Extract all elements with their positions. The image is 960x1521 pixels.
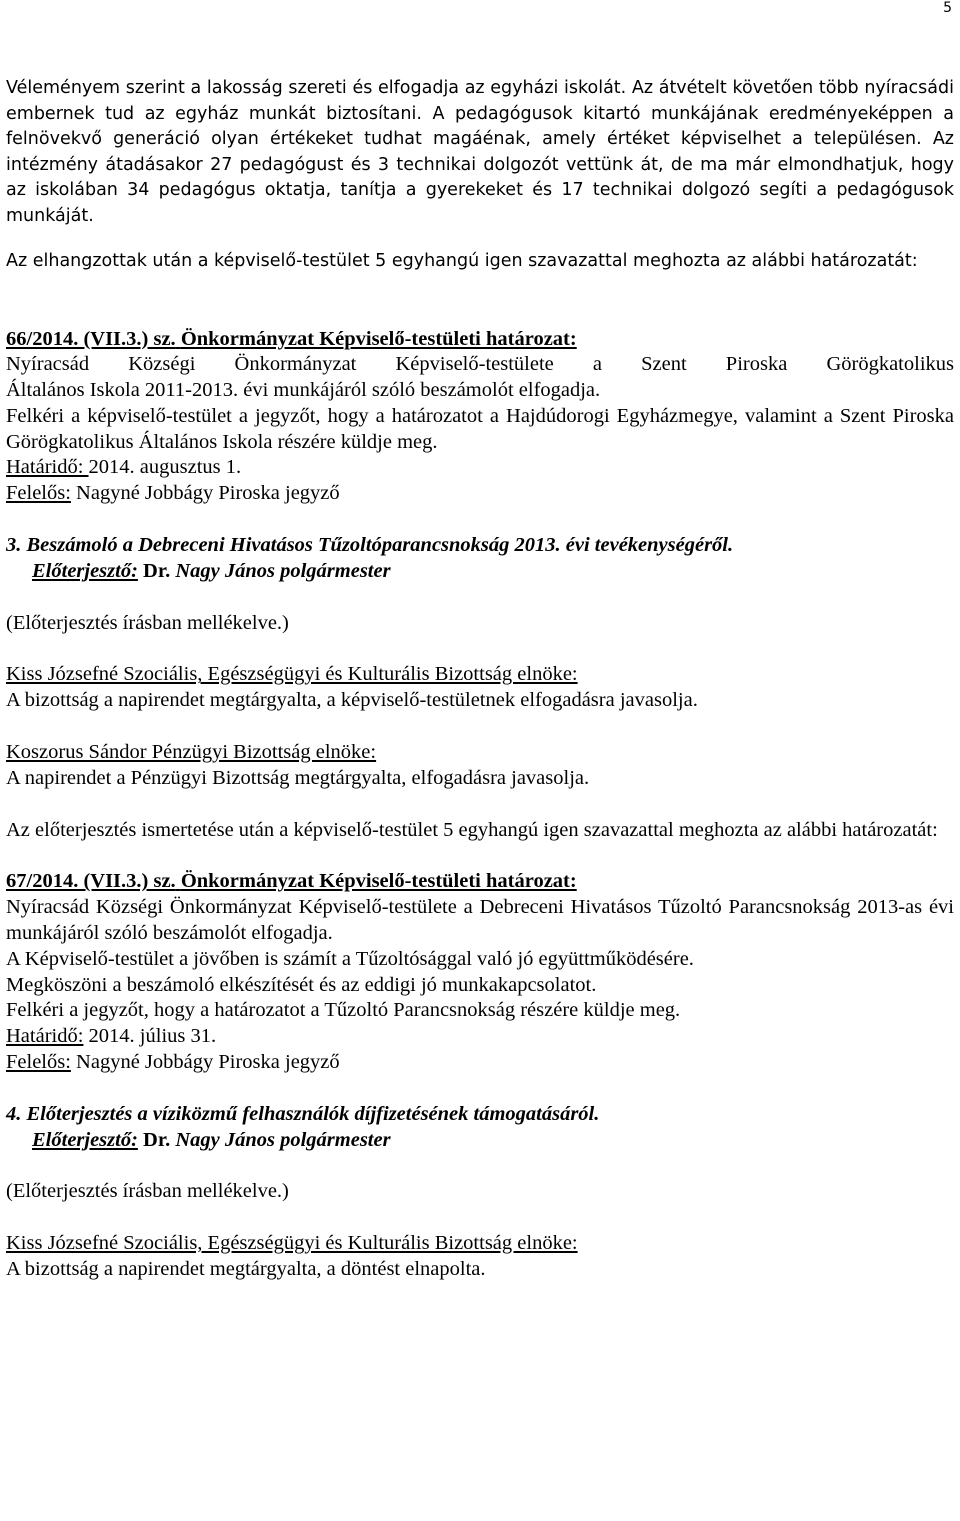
page-number: 5 [943,0,952,16]
resolution-66-line3: Felkéri a képviselő-testület a jegyzőt, hogy a határozatot a Hajdúdorogi Egyházmegye, valamint a Szent Piroska Görögkatolikus Általános Iskola részére küldje meg. [6,404,954,453]
item-4-presenter [6,1128,954,1154]
resolution-66-number: 66/2014. (VII.3.) sz. [6,327,176,350]
agenda-item-4 [6,1102,954,1283]
resolution-66-responsible [6,481,954,507]
item-3-attachment: (Előterjesztés írásban mellékelve.) [6,611,289,634]
agenda-item-3 [6,533,954,843]
intro-paragraph: Véleményem szerint a lakosság szereti és elfogadja az egyházi iskolát. Az átvételt követően több nyíracsádi embernek tud az egyház munkát biztosítani. A pedagógusok kitartó munkájának eredményeképpen a felnövekvő generáció olyan értékeket tudhat magáénak, amely értéket képviselhet a településen. Az intézmény átadásakor 27 pedagógust és 3 technikai dolgozót vettünk át, de ma már elmondhatjuk, hogy az iskolában 34 pedagógus oktatja, tanítja a gyerekeket és 17 technikai dolgozó segíti a pedagógusok munkáját. [6,78,954,226]
item-3-vote: Az előterjesztés ismertetése után a képviselő-testület 5 egyhangú igen szavazattal meghozta az alábbi határozatát: [6,818,938,841]
presenter-name: Nagy János polgármester [170,1128,391,1151]
resolution-66-heading [6,327,954,353]
item-4-heading: 4. Előterjesztés a víziközmű felhasználók díjfizetésének támogatásáról. [6,1102,600,1125]
responsible-label: Felelős: [6,1051,71,1074]
resolution-66-deadline [6,455,954,481]
resolution-67-title: Önkormányzat Képviselő-testületi határozat: [180,870,577,893]
presenter-label: Előterjesztő: [32,559,138,582]
deadline-value: 2014. augusztus 1. [88,456,242,479]
item-3-committee1-label: Kiss Józsefné Szociális, Egészségügyi és Kulturális Bizottság elnöke: [6,663,578,686]
resolution-67-number: 67/2014. (VII.3.) sz. [6,870,176,893]
presenter-dr: Dr. [137,1128,171,1151]
resolution-66 [6,327,954,508]
resolution-66-title: Önkormányzat Képviselő-testületi határozat: [180,327,577,350]
responsible-label: Felelős: [6,482,71,505]
responsible-value: Nagyné Jobbágy Piroska jegyző [70,1051,340,1074]
item-4-committee1-label: Kiss Józsefné Szociális, Egészségügyi és Kulturális Bizottság elnöke: [6,1232,578,1255]
deadline-label: Határidő: [6,1025,84,1048]
resolution-67-deadline [6,1024,954,1050]
item-3-committee2-text: A napirendet a Pénzügyi Bizottság megtárgyalta, elfogadásra javasolja. [6,766,590,789]
item-3-heading: 3. Beszámoló a Debreceni Hivatásos Tűzoltóparancsnokság 2013. évi tevékenységéről. [6,534,734,557]
item-3-presenter [6,559,954,585]
resolution-67-heading [6,869,954,895]
deadline-label: Határidő: [6,456,89,479]
responsible-value: Nagyné Jobbágy Piroska jegyző [70,482,340,505]
resolution-67-line3: Megköszöni a beszámoló elkészítését és az eddigi jó munkakapcsolatot. [6,973,597,996]
vote-paragraph: Az elhangzottak után a képviselő-testület 5 egyhangú igen szavazattal meghozta az alábbi határozatát: [6,251,918,271]
document-body [6,76,954,1283]
item-4-committee1-text: A bizottság a napirendet megtárgyalta, a döntést elnapolta. [6,1258,486,1281]
resolution-67 [6,869,954,1075]
resolution-67-line1: Nyíracsád Községi Önkormányzat Képviselő-testülete a Debreceni Hivatásos Tűzoltó Parancsnokság 2013-as évi munkájáról szóló beszámolót elfogadja. [6,896,954,945]
presenter-label: Előterjesztő: [32,1128,138,1151]
item-3-committee2-label: Koszorus Sándor Pénzügyi Bizottság elnöke: [6,741,377,764]
resolution-67-responsible [6,1050,954,1076]
item-3-committee1-text: A bizottság a napirendet megtárgyalta, a képviselő-testületnek elfogadásra javasolja. [6,689,698,712]
item-4-attachment: (Előterjesztés írásban mellékelve.) [6,1180,289,1203]
resolution-67-line4: Felkéri a jegyzőt, hogy a határozatot a Tűzoltó Parancsnokság részére küldje meg. [6,999,681,1022]
resolution-66-line1: Nyíracsád Községi Önkormányzat Képviselő-testülete a Szent Piroska Görögkatolikus [6,353,954,376]
resolution-67-line2: A Képviselő-testület a jövőben is számít a Tűzoltósággal való jó együttműködésére. [6,947,694,970]
resolution-66-line2: Általános Iskola 2011-2013. évi munkájáról szóló beszámolót elfogadja. [6,379,601,402]
presenter-dr: Dr. [137,559,171,582]
deadline-value: 2014. július 31. [83,1025,217,1048]
presenter-name: Nagy János polgármester [170,559,391,582]
